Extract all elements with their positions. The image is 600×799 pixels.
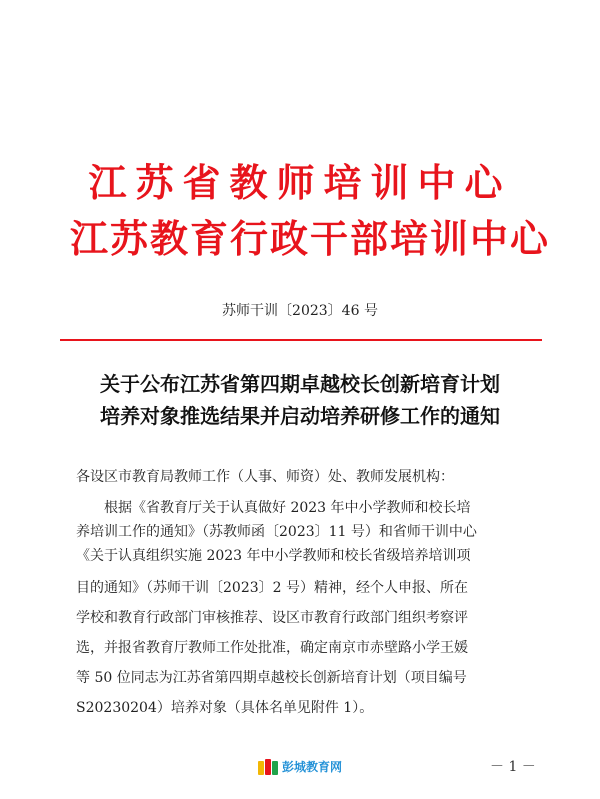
logo-text: 彭城教育网 — [282, 760, 343, 774]
issuer-line-1: 江苏省教师培训中心 — [88, 161, 512, 205]
book-icon — [258, 759, 278, 775]
title-line-1: 关于公布江苏省第四期卓越校长创新培育计划 — [100, 372, 500, 396]
body-line: 选，并报省教育厅教师工作处批准，确定南京市赤壁路小学王媛 — [76, 640, 468, 656]
body-line: 学校和教育行政部门审核推荐、设区市教育行政部门组织考察评 — [76, 610, 468, 626]
page-number: － 1 － — [490, 759, 536, 775]
body-line: 等 50 位同志为江苏省第四期卓越校长创新培育计划（项目编号 — [76, 670, 467, 686]
body-line: S20230204）培养对象（具体名单见附件 1）。 — [76, 700, 374, 716]
title-line-2: 培养对象推选结果并启动培养研修工作的通知 — [100, 404, 500, 428]
document-number: 苏师干训〔2023〕46 号 — [222, 303, 378, 319]
body-line: 根据《省教育厅关于认真做好 2023 年中小学教师和校长培 — [104, 500, 471, 516]
body-line: 目的通知》（苏师干训〔2023〕2 号）精神，经个人申报、所在 — [76, 580, 468, 596]
body-line: 养培训工作的通知》（苏教师函〔2023〕11 号）和省师干训中心 — [76, 524, 477, 540]
body-line: 《关于认真组织实施 2023 年中小学教师和校长省级培养培训项 — [76, 548, 471, 564]
salutation: 各设区市教育局教师工作（人事、师资）处、教师发展机构： — [76, 469, 454, 485]
watermark-logo — [258, 758, 342, 775]
issuer-line-2: 江苏教育行政干部培训中心 — [70, 217, 551, 261]
red-divider — [60, 339, 542, 341]
